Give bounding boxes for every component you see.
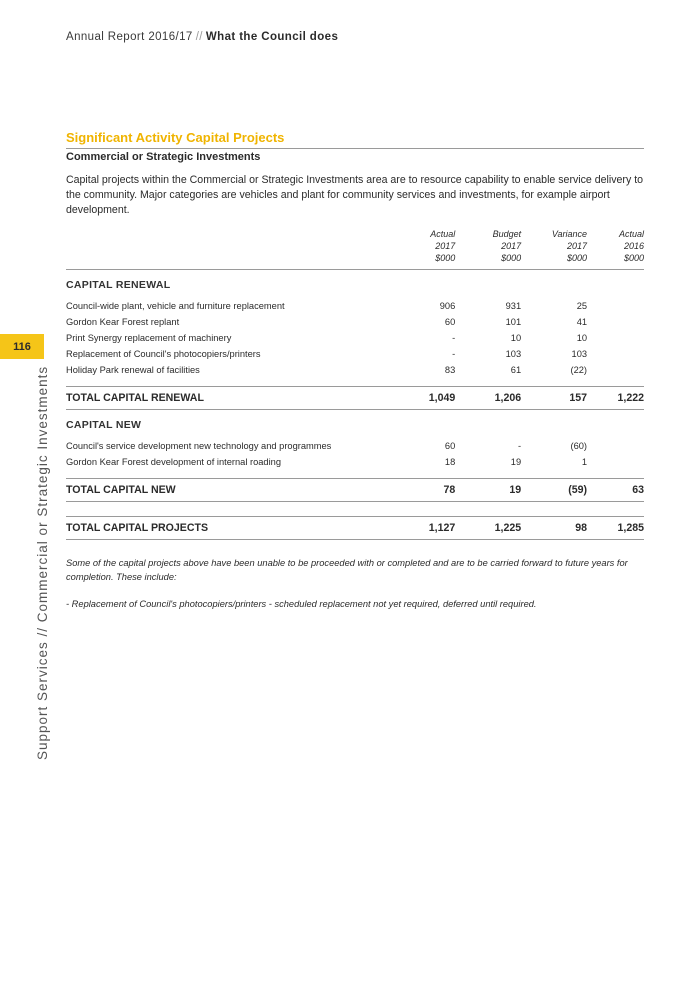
capital-projects-table bbox=[66, 228, 644, 540]
row-actual: 60 bbox=[444, 317, 456, 327]
row-label: Gordon Kear Forest replant bbox=[66, 317, 180, 327]
table-row bbox=[66, 346, 644, 362]
total-budget: 19 bbox=[455, 479, 521, 502]
side-section-title: Support Services // Commercial or Strategic Investments bbox=[35, 365, 50, 760]
row-prior bbox=[587, 314, 644, 330]
row-prior bbox=[587, 346, 644, 362]
row-actual: 60 bbox=[444, 441, 456, 451]
column-header-row bbox=[66, 228, 644, 270]
row-variance: 10 bbox=[576, 333, 588, 343]
row-variance: (22) bbox=[570, 365, 588, 375]
row-actual: - bbox=[452, 349, 456, 359]
carry-forward-item: - Replacement of Council's photocopiers/printers - scheduled replacement not yet required, deferred until required. bbox=[66, 599, 537, 609]
row-prior bbox=[587, 298, 644, 314]
category-heading: CAPITAL NEW bbox=[66, 419, 142, 431]
total-actual: 1,049 bbox=[389, 387, 455, 410]
total-actual: 78 bbox=[389, 479, 455, 502]
col-header-variance-2017: Variance 2017 $000 bbox=[521, 228, 587, 270]
grand-total-variance: 98 bbox=[521, 517, 587, 540]
row-label: Holiday Park renewal of facilities bbox=[66, 365, 200, 375]
total-budget: 1,206 bbox=[455, 387, 521, 410]
row-actual: 18 bbox=[444, 457, 456, 467]
row-actual: - bbox=[452, 333, 456, 343]
row-budget: 931 bbox=[505, 301, 522, 311]
row-variance: 41 bbox=[576, 317, 588, 327]
row-budget: 19 bbox=[510, 457, 522, 467]
row-actual: 83 bbox=[444, 365, 456, 375]
total-prior: 63 bbox=[587, 479, 644, 502]
row-actual: 906 bbox=[439, 301, 456, 311]
total-label: TOTAL CAPITAL RENEWAL bbox=[66, 387, 389, 410]
row-prior bbox=[587, 362, 644, 378]
category-row-renewal bbox=[66, 270, 644, 299]
header-report: Annual Report 2016/17 bbox=[66, 31, 193, 43]
total-variance: 157 bbox=[521, 387, 587, 410]
page-number-tab bbox=[0, 334, 44, 359]
row-variance: (60) bbox=[570, 441, 588, 451]
row-variance: 103 bbox=[571, 349, 588, 359]
row-budget: - bbox=[518, 441, 522, 451]
total-variance: (59) bbox=[521, 479, 587, 502]
col-header-actual-2017: Actual 2017 $000 bbox=[389, 228, 455, 270]
header-separator: // bbox=[195, 31, 203, 43]
row-label: Council's service development new technology and programmes bbox=[66, 441, 332, 451]
table-row bbox=[66, 330, 644, 346]
grand-total-prior: 1,285 bbox=[587, 517, 644, 540]
grand-total-row bbox=[66, 517, 644, 540]
total-prior: 1,222 bbox=[587, 387, 644, 410]
grand-total-actual: 1,127 bbox=[389, 517, 455, 540]
category-row-new bbox=[66, 410, 644, 439]
row-variance: 25 bbox=[576, 301, 588, 311]
row-label: Replacement of Council's photocopiers/printers bbox=[66, 349, 261, 359]
row-budget: 101 bbox=[505, 317, 522, 327]
table-row bbox=[66, 298, 644, 314]
page-number: 116 bbox=[13, 340, 31, 353]
row-prior bbox=[587, 330, 644, 346]
running-header bbox=[66, 31, 338, 43]
row-label: Gordon Kear Forest development of internal roading bbox=[66, 457, 281, 467]
table-row bbox=[66, 314, 644, 330]
header-section: What the Council does bbox=[205, 31, 339, 43]
row-label: Council-wide plant, vehicle and furniture replacement bbox=[66, 301, 285, 311]
table-row bbox=[66, 454, 644, 470]
grand-total-budget: 1,225 bbox=[455, 517, 521, 540]
total-row-renewal bbox=[66, 387, 644, 410]
row-prior bbox=[587, 454, 644, 470]
row-budget: 61 bbox=[510, 365, 522, 375]
spacer-row bbox=[66, 502, 644, 517]
col-header-actual-2016: Actual 2016 $000 bbox=[587, 228, 644, 270]
grand-total-label: TOTAL CAPITAL PROJECTS bbox=[66, 517, 389, 540]
total-label: TOTAL CAPITAL NEW bbox=[66, 479, 389, 502]
row-budget: 103 bbox=[505, 349, 522, 359]
table-row bbox=[66, 438, 644, 454]
row-variance: 1 bbox=[581, 457, 588, 467]
carry-forward-note: Some of the capital projects above have been unable to be proceeded with or completed and are to be carried forward to future years for completion. These include: bbox=[66, 558, 628, 582]
spacer-row bbox=[66, 378, 644, 387]
section-title: Significant Activity Capital Projects bbox=[66, 130, 644, 149]
table-row bbox=[66, 362, 644, 378]
category-heading: CAPITAL RENEWAL bbox=[66, 279, 171, 291]
total-row-new bbox=[66, 479, 644, 502]
row-prior bbox=[587, 438, 644, 454]
row-label: Print Synergy replacement of machinery bbox=[66, 333, 232, 343]
main-content bbox=[66, 130, 644, 611]
col-header-budget-2017: Budget 2017 $000 bbox=[455, 228, 521, 270]
row-budget: 10 bbox=[510, 333, 522, 343]
intro-paragraph: Capital projects within the Commercial or Strategic Investments area are to resource capability to enable service delivery to the community. Major categories are vehicles and plant for community services and investments, for example airport development. bbox=[66, 174, 644, 216]
header-label-cell bbox=[66, 228, 389, 270]
spacer-row bbox=[66, 470, 644, 479]
section-subtitle: Commercial or Strategic Investments bbox=[66, 151, 261, 163]
